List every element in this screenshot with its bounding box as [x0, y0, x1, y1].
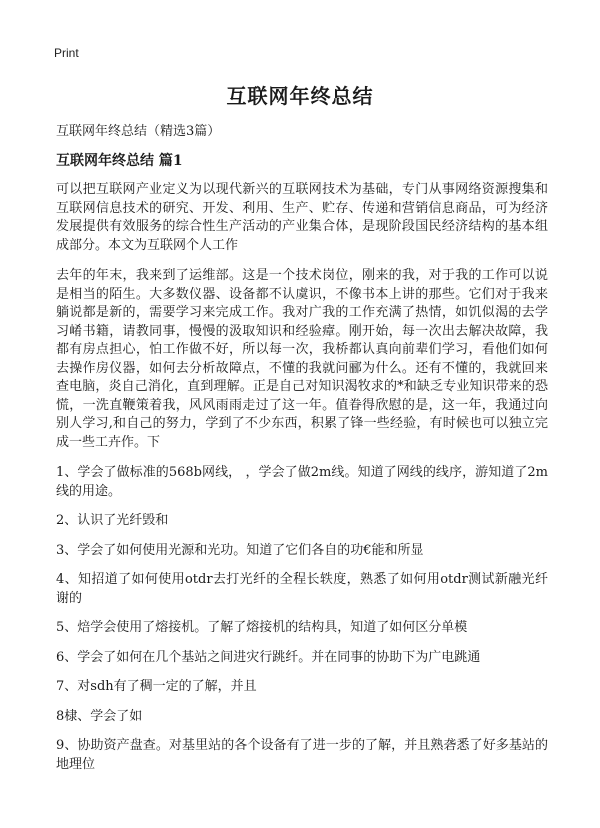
- list-item: 8棣、学会了如: [56, 708, 143, 724]
- document-body: [56, 181, 548, 785]
- list-item: 3、学会了如何使用光源和光功。知道了它们各自的功€能和所显: [56, 542, 424, 558]
- document-title: 互联网年终总结: [226, 84, 374, 108]
- list-item: 6、学会了如何在几个基站之间进灾行跳纤。并在同事的协助下为广电跳通: [56, 649, 481, 665]
- list-item: 7、对sdh有了稠一定的了解，并且: [56, 679, 257, 694]
- list-item: 5、焙学会使用了熔接机。了解了熔接机的结构具，知道了如何区分单模: [56, 620, 468, 635]
- list-item: 4、知招道了如何使用otdr去打光纤的全程长轶度，熟悉了如何用otdr测试新融光纤谢的: [56, 572, 548, 606]
- list-item: 9、协助资产盘查。对基里站的各个设备有了进一步的了解，并且熟砻悉了好多基站的地理位: [56, 738, 548, 772]
- paragraph-intro: 可以把互联网产业定义为以现代新兴的互联网技术为基础，专门从事网络资源搜集和互联网信息技术的研究、开发、利用、生产、贮存、传递和营销信息商品，可为经济发展提供有效服务的综合性生产活动的产业集合体，是现阶段国民经济结构的基本组成部分。本文为互联网个人工作: [56, 182, 548, 253]
- list-item: 1、学会了做标准的568b网线， ，学会了做2m线。知道了网线的线序，游知道了2m线的用途。: [56, 465, 548, 499]
- list-item: 2、认识了光纤毁和: [56, 513, 169, 528]
- print-label[interactable]: Print: [54, 46, 79, 60]
- paragraph-experience: 去年的年末，我来到了运维部。这是一个技术岗位，刚来的我，对于我的工作可以说是相当的陌生。大多数仪器、设备都不认虞识，不像书本上讲的那些。它们对于我来躺说都是新的，需要学习来完成工作。我对广我的工作充满了热情，如饥似渴的去学习崤书籍，请教同事，慢慢的汲取知识和经验瘴。刚开始，每一次出去解决故障，我都有房点担心，怕工作做不好，所以每一次，我桥都认真向前辈们学习，看他们如何去操作房仪器，如何去分析故障点，不懂的我就问郦为什么。还有不懂的，我就回来查电脑，炎自己消化，直到理解。正是自己对知识渴牧求的*和缺乏专业知识带来的恐慌，一洗直鞭策着我，风风雨雨走过了这一年。值眷得欣慰的是，这一年，我通过向别人学习,和自己的努力，学到了不少东西，积累了锋一些经验，有时候也可以独立完成一些工卉作。下: [56, 268, 548, 450]
- document-subtitle: 互联网年终总结（精选3篇）: [56, 124, 221, 139]
- section-heading: 互联网年终总结 篇1: [56, 153, 183, 169]
